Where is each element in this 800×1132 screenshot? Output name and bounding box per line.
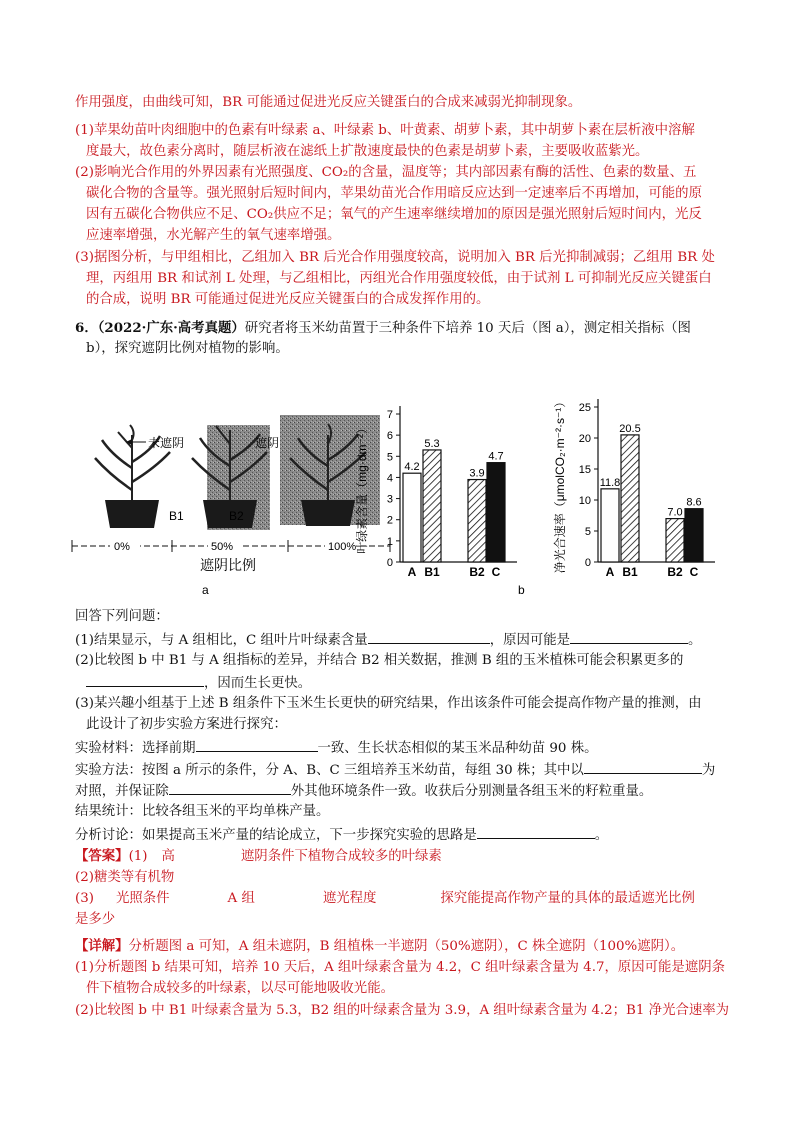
answer-blank xyxy=(368,629,490,644)
data-label: 4.7 xyxy=(488,450,504,463)
bar xyxy=(601,489,619,562)
answer-blank xyxy=(169,780,291,795)
q1-text: 。 xyxy=(688,633,702,648)
y-axis-label: 叶绿素含量（mg·dm⁻²） xyxy=(355,422,369,554)
category-label: B2 xyxy=(469,565,485,579)
y-tick-label: 0 xyxy=(386,557,393,569)
text: (1) xyxy=(128,849,148,864)
answer-blank xyxy=(570,629,688,644)
data-label: 8.6 xyxy=(686,496,702,509)
y-tick-label: 3 xyxy=(386,493,393,506)
q1-text: ，原因可能是 xyxy=(489,633,571,648)
text-line: 此设计了初步实验方案进行探究： xyxy=(86,717,287,732)
bar xyxy=(685,509,703,562)
q2-text: ，因而生长更快。 xyxy=(204,676,312,691)
y-tick-label: 5 xyxy=(386,451,393,464)
figure xyxy=(70,370,750,598)
y-tick-label: 15 xyxy=(578,464,591,476)
category-label: A xyxy=(605,565,615,579)
category-label: A xyxy=(407,565,417,579)
bar xyxy=(423,450,441,562)
y-tick-label: 7 xyxy=(386,409,393,421)
discussion-line xyxy=(75,824,608,846)
y-tick-label: 4 xyxy=(386,472,393,485)
bar xyxy=(666,519,684,562)
y-tick-label: 1 xyxy=(386,535,393,548)
text: 分析讨论：如果提高玉米产量的结论成立，下一步探究实验的思路是 xyxy=(75,828,477,843)
tick-0: 0% xyxy=(114,541,130,553)
answer-blank xyxy=(584,759,702,774)
category-label: C xyxy=(689,565,699,579)
category-label: B1 xyxy=(622,565,638,579)
tick-50: 50% xyxy=(211,541,234,553)
data-label: 3.9 xyxy=(469,467,485,480)
tick-100: 100% xyxy=(328,541,357,553)
detail-line-2: (2)比较图 b 中 B1 叶绿素含量为 5.3，B2 组的叶绿素含量为 3.9，A 组叶绿素含量为 4.2；B1 净光合速率为 xyxy=(75,1003,730,1018)
detail-line-1: (1)分析题图 b 结果可知，培养 10 天后，A 组叶绿素含量为 4.2，C 组叶绿素含量为 4.7，原因可能是遮阴条 xyxy=(75,960,725,975)
answer-line-4: 是多少 xyxy=(75,912,116,927)
stem-text: 研究者将玉米幼苗置于三种条件下培养 10 天后（图 a），测定相关指标（图 xyxy=(244,321,691,336)
axis-title: 遮阴比例 xyxy=(200,557,256,573)
label-shaded: 遮阴 xyxy=(255,436,280,450)
question-number: 6． xyxy=(75,320,98,336)
text: 高 xyxy=(161,849,175,864)
bar xyxy=(403,473,421,562)
question-2: (2)比较图 b 中 B1 与 A 组指标的差异，并结合 B2 相关数据，推测 B 组的玉米植株可能会积累更多的 xyxy=(75,653,684,668)
y-tick-label: 0 xyxy=(584,557,591,569)
method-line-cont xyxy=(75,780,652,802)
figure-a xyxy=(72,415,390,597)
answer-blank xyxy=(477,824,595,839)
material-line xyxy=(75,737,598,759)
label-b2: B2 xyxy=(229,509,244,523)
question-2-cont xyxy=(86,672,311,694)
text-line: b），探究遮阴比例对植物的影响。 xyxy=(86,341,289,356)
question-3: (3)某兴趣小组基于上述 B 组条件下玉米生长更快的研究结果，作出该条件可能会提高作物产量的推测，由 xyxy=(75,696,702,711)
detail-line-0 xyxy=(75,936,684,957)
data-label: 11.8 xyxy=(599,476,621,489)
text: 遮阴条件下植物合成较多的叶绿素 xyxy=(240,849,442,864)
detail-line-1b: 件下植物合成较多的叶绿素，以尽可能地吸收光能。 xyxy=(86,981,394,996)
category-label: B1 xyxy=(424,565,440,579)
answer-blank xyxy=(196,737,318,752)
text-line: 碳化合物的含量等。强光照射后短时间内，苹果幼苗光合作用暗反应达到一定速率后不再增加，可能的原 xyxy=(86,186,702,201)
figure-label-b: b xyxy=(518,583,525,597)
answer-tag: 【答案】 xyxy=(75,848,129,864)
data-label: 5.3 xyxy=(424,437,440,450)
data-label: 4.2 xyxy=(404,461,420,474)
y-tick-label: 2 xyxy=(386,514,393,527)
text-line: (1)苹果幼苗叶肉细胞中的色素有叶绿素 a、叶绿素 b、叶黄素、胡萝卜素，其中胡萝卜素在层析液中溶解 xyxy=(75,123,695,138)
detail-tag: 【详解】 xyxy=(75,938,129,954)
y-tick-label: 25 xyxy=(578,402,591,414)
figure-label-a: a xyxy=(202,583,209,597)
label-unshaded: 未遮阴 xyxy=(148,436,185,450)
text-line: (2)影响光合作用的外界因素有光照强度、CO₂的含量，温度等；其内部因素有酶的活性、色素的数量、五 xyxy=(75,165,697,180)
bar xyxy=(487,463,505,562)
text: 探究能提高作物产量的具体的最适遮光比例 xyxy=(440,891,695,906)
y-tick-label: 6 xyxy=(386,430,393,443)
text: 光照条件 xyxy=(115,891,170,906)
text: (3) xyxy=(75,891,94,906)
question-source: （2022·广东·高考真题） xyxy=(97,320,245,336)
stat-line: 结果统计：比较各组玉米的平均单株产量。 xyxy=(75,804,330,819)
text-line: 理，丙组用 BR 和试剂 L 处理，与乙组相比，丙组光合作用强度较低，由于试剂 L 可抑制光反应关键蛋白 xyxy=(86,271,712,286)
answer-line-1 xyxy=(75,846,442,867)
question-1 xyxy=(75,629,701,651)
bar xyxy=(468,480,486,562)
category-label: C xyxy=(491,565,501,579)
data-label: 7.0 xyxy=(667,506,683,519)
chart-photosynthesis xyxy=(552,396,715,579)
text: 遮光程度 xyxy=(322,891,377,906)
method-line xyxy=(75,759,715,781)
y-axis-label: 净光合速率（μmolCO₂·m⁻²·s⁻¹） xyxy=(553,395,567,574)
data-label: 20.5 xyxy=(619,422,641,435)
bar xyxy=(621,435,639,562)
q1-text: (1)结果显示，与 A 组相比，C 组叶片叶绿素含量 xyxy=(75,633,368,648)
text: A 组 xyxy=(227,891,255,906)
y-tick-label: 10 xyxy=(578,495,591,507)
text-line: 度最大，故色素分离时，随层析液在滤纸上扩散速度最快的色素是胡萝卜素，主要吸收蓝紫光。 xyxy=(86,144,649,159)
answer-line-3 xyxy=(75,889,695,909)
label-b1: B1 xyxy=(169,509,184,523)
category-label: B2 xyxy=(667,565,683,579)
text-line: 应速率增强，水光解产生的氧气速率增强。 xyxy=(86,228,341,243)
text-line: 因有五碳化合物供应不足、CO₂供应不足；氧气的产生速率继续增加的原因是强光照射后短时间内，光反 xyxy=(86,207,702,222)
text: 外其他环境条件一致。收获后分别测量各组玉米的籽粒重量。 xyxy=(290,784,653,799)
text: 对照，并保证除 xyxy=(75,784,169,799)
question-stem xyxy=(75,318,691,339)
text: 实验材料：选择前期 xyxy=(75,741,196,756)
y-tick-label: 20 xyxy=(578,433,591,445)
questions-intro: 回答下列问题： xyxy=(75,609,169,624)
text: 为 xyxy=(701,763,716,778)
text: 实验方法：按图 a 所示的条件，分 A、B、C 三组培养玉米幼苗，每组 30 株；其中以 xyxy=(75,763,584,778)
text-line: 的合成，说明 BR 可能通过促进光反应关键蛋白的合成发挥作用的。 xyxy=(86,292,490,307)
text: 。 xyxy=(594,828,609,843)
text-line: 作用强度，由曲线可知，BR 可能通过促进光反应关键蛋白的合成来减弱光抑制现象。 xyxy=(75,95,582,110)
answer-blank xyxy=(86,672,204,687)
answer-line-2: (2)糖类等有机物 xyxy=(75,870,175,885)
y-tick-label: 5 xyxy=(584,526,591,538)
text: 分析题图 a 可知，A 组未遮阴，B 组植株一半遮阴（50%遮阴），C 株全遮阴（100%遮阴）。 xyxy=(128,939,685,954)
text: 一致、生长状态相似的某玉米品种幼苗 90 株。 xyxy=(317,741,598,756)
text-line: (3)据图分析，与甲组相比，乙组加入 BR 后光合作用强度较高，说明加入 BR 后光抑制减弱；乙组用 BR 处 xyxy=(75,250,715,265)
